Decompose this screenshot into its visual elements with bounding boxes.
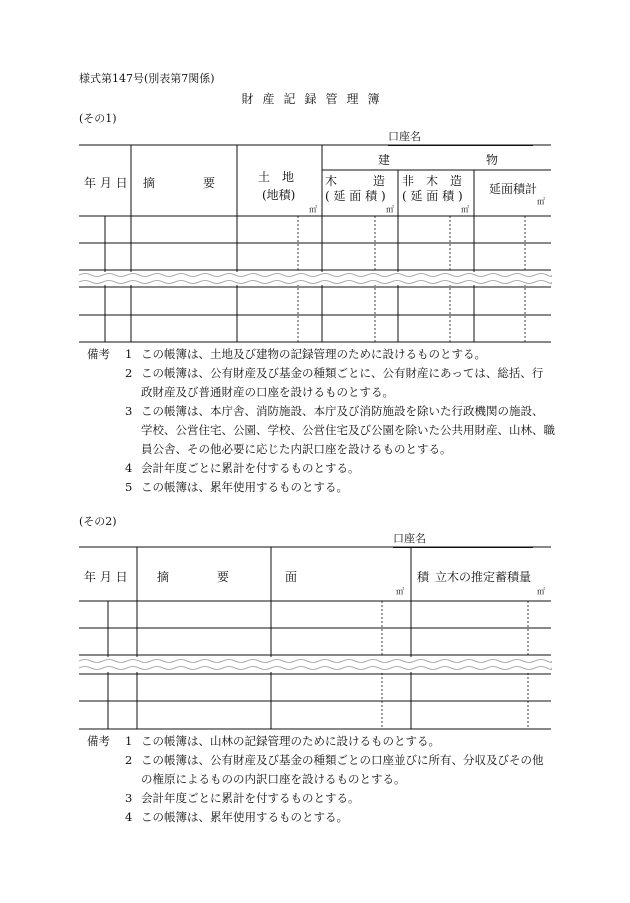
note-number: 3 (125, 404, 133, 418)
header-timber-volume: 立木の推定蓄積量 (435, 570, 532, 584)
note-continuation: の権原によるものの内訳口座を設けるものとする。 (141, 772, 406, 786)
header-total-area: 延面積計 (489, 182, 538, 196)
note-text: この帳簿は、山林の記録管理のために設けるものとする。 (141, 734, 440, 748)
part2-account-name-field[interactable] (393, 530, 533, 548)
header-summary: 摘 要 (143, 176, 216, 190)
header-nonwood-sub: ( 延 面 積 ) (402, 189, 463, 203)
unit-nonwood: ㎡ (461, 205, 469, 214)
note-number: 1 (125, 734, 133, 748)
note-continuation: 員公舎、その他必要に応じた内訳口座を設けるものとする。 (141, 442, 452, 456)
part1-label: (その1) (79, 112, 117, 125)
note-number: 5 (125, 480, 133, 494)
header-area: 面 積 (285, 570, 430, 584)
unit-wood: ㎡ (386, 205, 394, 214)
unit-land: ㎡ (309, 205, 317, 214)
note-text: この帳簿は、累年使用するものとする。 (141, 810, 348, 824)
note-text: 会計年度ごとに累計を付するものとする。 (141, 461, 360, 475)
header-summary: 摘 要 (157, 570, 230, 584)
unit-area: ㎡ (396, 587, 404, 596)
notes-label: 備考 (87, 734, 110, 748)
note-text: この帳簿は、公有財産及び基金の種類ごとに、公有財産にあっては、総括、行 (141, 366, 544, 380)
note-number: 4 (125, 461, 133, 475)
notes-label: 備考 (87, 347, 110, 361)
header-land-sub: (地積) (262, 188, 296, 202)
note-text: この帳簿は、土地及び建物の記録管理のために設けるものとする。 (141, 347, 486, 361)
header-nonwood: 非 木 造 (402, 174, 463, 188)
header-wood: 木 造 (325, 174, 386, 188)
unit-total: ㎡ (537, 197, 545, 206)
header-date: 年 月 日 (84, 570, 128, 584)
part2-account-label: 口座名 (393, 532, 426, 545)
note-number: 3 (125, 791, 133, 805)
note-text: この帳簿は、本庁舎、消防施設、本庁及び消防施設を除いた行政機関の施設、 (141, 404, 544, 418)
note-text: この帳簿は、公有財産及び基金の種類ごとの口座並びに所有、分収及びその他 (141, 753, 544, 767)
note-number: 4 (125, 810, 133, 824)
part2-label: (その2) (79, 515, 117, 528)
note-text: 会計年度ごとに累計を付するものとする。 (141, 791, 360, 805)
part1-notes (79, 345, 559, 497)
header-date: 年 月 日 (84, 176, 128, 190)
note-continuation: 学校、公営住宅、公園、学校、公営住宅及び公園を除いた公共用財産、山林、職 (141, 423, 555, 437)
note-number: 2 (125, 366, 133, 380)
note-number: 1 (125, 347, 133, 361)
part2-notes (79, 732, 559, 827)
header-land: 土 地 (258, 170, 295, 184)
page-title: 財産記録管理簿 (241, 92, 389, 106)
header-building: 建 物 (378, 153, 499, 167)
header-wood-sub: ( 延 面 積 ) (325, 189, 386, 203)
form-number: 様式第147号(別表第7関係) (79, 72, 215, 85)
note-number: 2 (125, 753, 133, 767)
part1-account-label: 口座名 (388, 130, 421, 143)
note-text: この帳簿は、累年使用するものとする。 (141, 480, 348, 494)
unit-volume: ㎡ (537, 587, 545, 596)
note-continuation: 政財産及び普通財産の口座を設けるものとする。 (141, 385, 394, 399)
